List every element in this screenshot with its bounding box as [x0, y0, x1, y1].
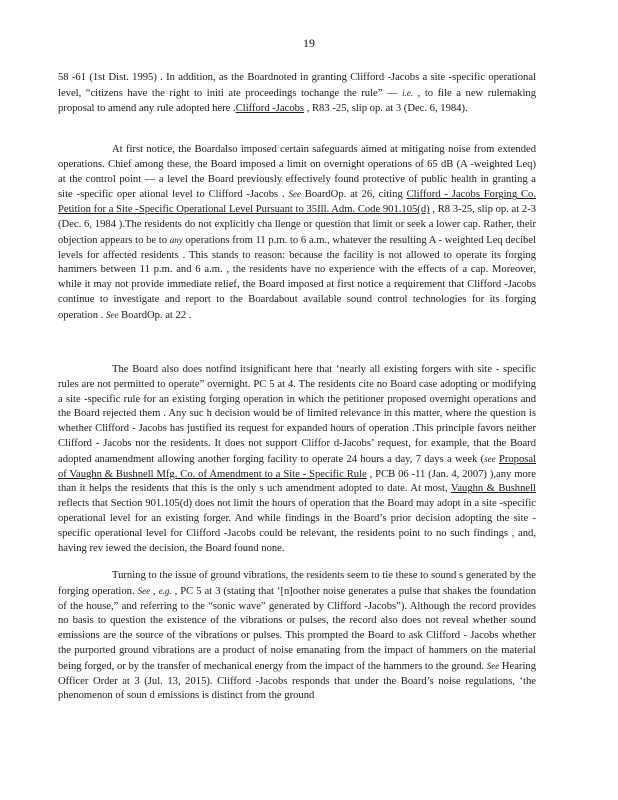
signal-italic: see [484, 453, 496, 464]
signal-italic: any [169, 234, 183, 245]
text-run: Hearing Officer Order at 3 (Jul. 13, 2015). Clifford -Jacobs responds that under the Board’s noise regulations, ‘the phenomenon of soun d emissions is distinct from the ground [58, 660, 536, 702]
signal-italic: See [288, 189, 301, 200]
text-run: , to file a new rulemaking proposal to amend any rule adopted here . [58, 87, 536, 114]
text-run: , R8 3-25, slip op. at 2-3 (Dec. 6, 1984 ).The residents do not explicitly cha llenge or question that limit or seek a lower cap. Rather, their objection appears to be to [58, 204, 536, 246]
text-run: At first notice, the Boardalso imposed certain safeguards aimed at mitigating noise from extended operations. Chief among these, the Board imposed a limit on overnight operations of 65 dB (A -weighted Leq) at the control point — a level the Board previously effectively found protective of public health in granting a site -specific oper ational level to Clifford -Jacobs . [58, 144, 536, 201]
text-run: operations from 11 p.m. to 6 a.m., whatever the resulting A - weighted Leq decibel levels for affected residents . This stands to reason: because the facility is not allowed to operate its forging hammers between 11 p.m. and 6 a.m. , the residents have no experience with the effects of a cap. Moreover, while it may not provide immediate relief, the Board imposed at first notice a requirement that Clifford -Jacobs continue to investigate and report to the Boardabout available sound control technologies for its forging operation . [58, 234, 537, 321]
text-run: The Board also does notfind itsignificant here that ‘nearly all existing forgers with site - specific rules are not permitted to operate” overnight. PC 5 at 4. The residents cite no Board case adopting or modifying a site -specific rule for an existing forging operation in which the petitioner proposed overnight operations and the Board rejected them . Any suc h decision would be of limited relevance in this matter, where the question is whether Clifford - Jacobs has justified its request for expanded hours of operation .This principle favors neither Clifford - Jacobs nor the residents. It does not support Cliffor d-Jacobs’ request, for example, that the Board adopted anamendment allowing another forging facility to operate 24 hours a day, 7 days a week ( [58, 364, 536, 465]
citation-underlined: Clifford - Jacobs Forging Co. Petition for a Site -Specific Operational Level Pursuant to 35Ill. Adm. Code 901.105(d) [58, 189, 536, 216]
text-run: BoardOp. at 26, citing [300, 189, 407, 201]
paragraph-ground-vibrations [58, 569, 536, 704]
text-run: , PCB 06 -11 (Jan. 4, 2007) ),any more than it helps the residents that this is the only s uch amendment adopted to date. At most, [58, 468, 536, 495]
text-run: 58 -61 (1st Dist. 1995) . In addition, as the Boardnoted in granting Clifford -Jacobs a site -specific operational level, “citizens have the right to initi ate proceedings tochange the rule” — [58, 72, 536, 99]
text-run: reflects that Section 901.105(d) does not limit the hours of operation that the Board may adopt in a site -specific operational level for an existing forger. And while findings in the Board’s prior decision adopting the site - specific operational level for Clifford -Jacobs could be relevant, the residents point to no such findings , and, having rev iewed the decision, the Board found none. [58, 498, 536, 554]
text-run: BoardOp. at 22 . [118, 309, 192, 321]
signal-italic: See [105, 309, 119, 320]
paragraph-continuation [58, 71, 536, 116]
signal-italic: See [137, 585, 151, 596]
signal-italic: e.g. [158, 585, 172, 596]
signal-italic: i.e. [402, 87, 414, 98]
page-number: 19 [303, 36, 315, 50]
citation-underlined: Vaughn & Bushnell [450, 483, 536, 495]
signal-italic: See [486, 660, 500, 671]
text-run: , PC 5 at 3 (stating that ‘[n]oother noise generates a pulse that shakes the foundation of the house,” and referring to the “sonic wave” generated by Clifford -Jacobs”). Although the record provides no basis to question the existence of the vibrations or pulses, the record also does not reveal whether sound emissions are the source of the vibrations or pulses. This prompted the Board to ask Clifford - Jacobs whether the purported ground vibrations are a product of noise emanating from the impact of hammers on the material being forged, or by the transfer of mechanical energy from the impact of the hammers to the ground. [58, 585, 537, 672]
text-run: , R83 -25, slip op. at 3 (Dec. 6, 1984). [304, 102, 468, 114]
citation-underlined: Clifford -Jacobs [235, 102, 305, 114]
paragraph-overnight-operations [58, 363, 536, 556]
paragraph-first-notice [58, 143, 536, 324]
citation-underlined: Proposal of Vaughn & Bushnell Mfg. Co. of Amendment to a Site - Specific Rule [58, 453, 537, 480]
text-run: Turning to the issue of ground vibrations, the residents seem to tie these to sound s generated by the forging operation. [58, 570, 536, 597]
text-run: , [150, 585, 159, 597]
